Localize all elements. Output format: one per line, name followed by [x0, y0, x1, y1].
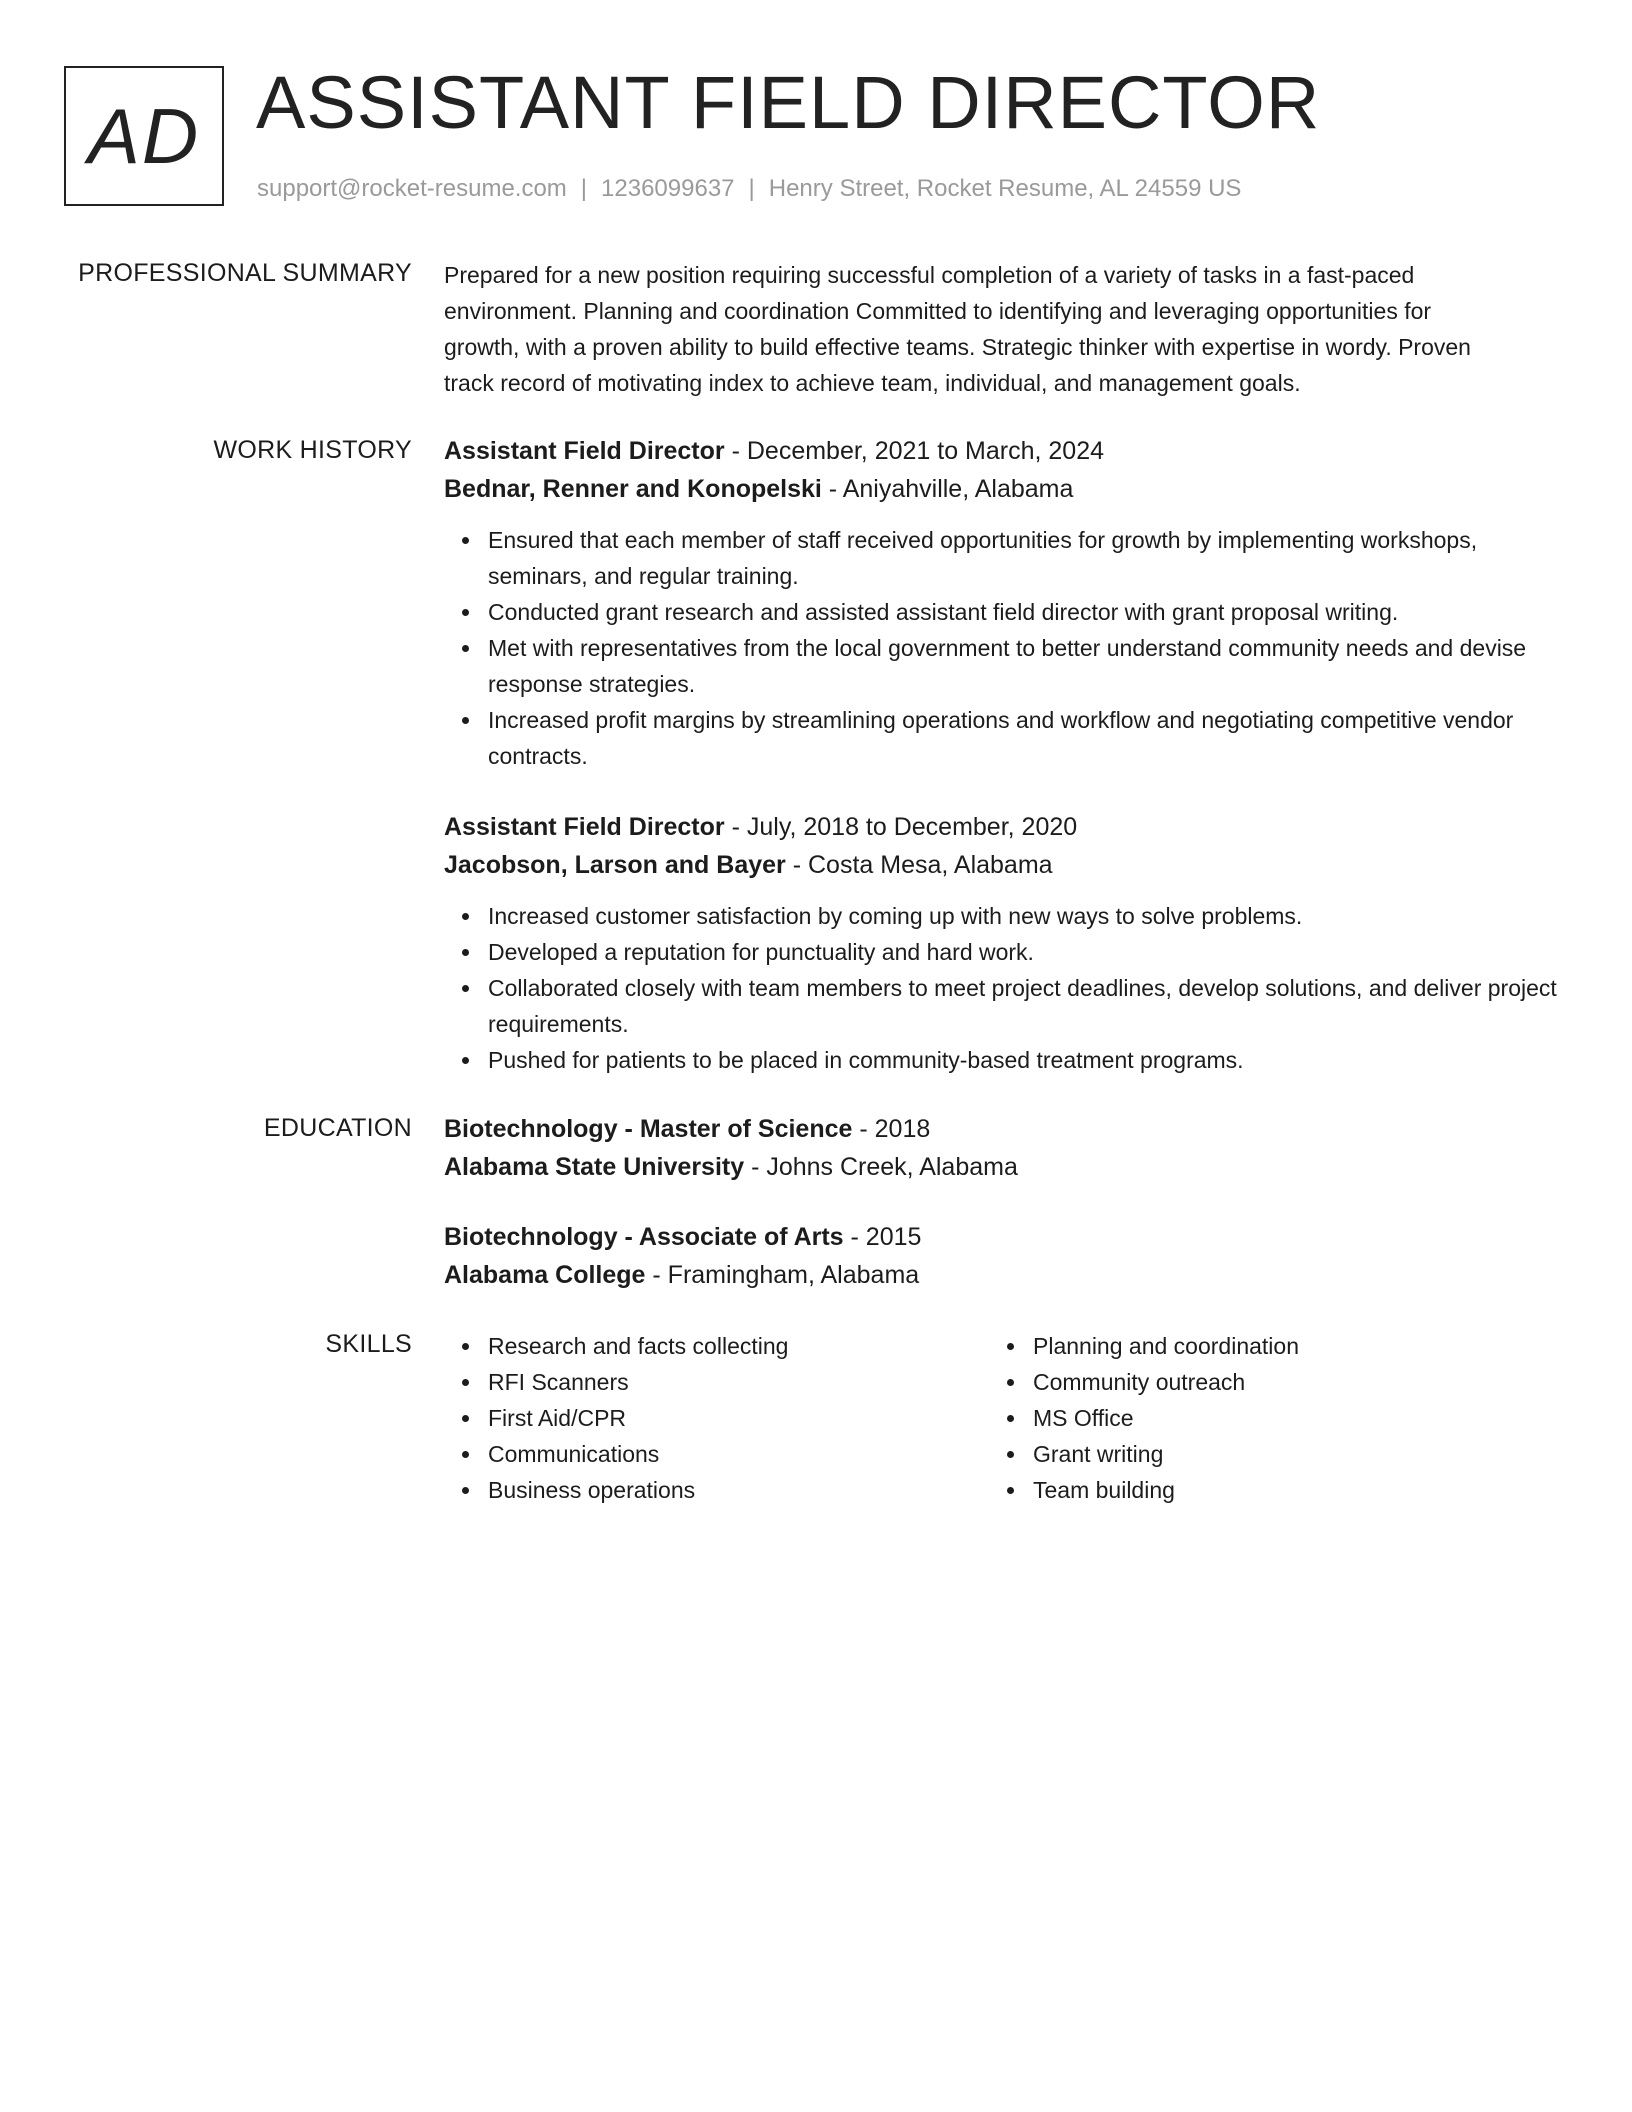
- contact-address: Henry Street, Rocket Resume, AL 24559 US: [768, 175, 1242, 202]
- education-entry: [444, 1218, 1562, 1294]
- degree: Biotechnology - Master of Science: [444, 1115, 853, 1143]
- summary-line: track record of motivating index to achieve team, individual, and management goals.: [444, 370, 1301, 396]
- school: Alabama State University: [444, 1153, 745, 1181]
- job-bullet: Ensured that each member of staff received opportunities for growth by implementing workshops, seminars, and regular training.: [488, 522, 1562, 594]
- work-history-body: [444, 432, 1562, 1078]
- monogram-initials: AD: [87, 91, 201, 180]
- job-dates: - July, 2018 to December, 2020: [724, 813, 1078, 841]
- skill-item: First Aid/CPR: [488, 1400, 989, 1436]
- school-location: - Framingham, Alabama: [645, 1261, 920, 1289]
- school-line: [444, 1148, 1562, 1186]
- degree-line: [444, 1218, 1562, 1256]
- section-heading-work-history: WORK HISTORY: [213, 436, 412, 464]
- skill-item: Communications: [488, 1436, 989, 1472]
- skill-item: Business operations: [488, 1472, 989, 1508]
- skill-item: Research and facts collecting: [488, 1328, 989, 1364]
- job-bullet: Pushed for patients to be placed in community-based treatment programs.: [488, 1042, 1562, 1078]
- summary-line: Prepared for a new position requiring successful completion of a variety of tasks in a fast-paced: [444, 262, 1415, 288]
- job-bullet: Increased customer satisfaction by coming up with new ways to solve problems.: [488, 898, 1562, 934]
- job-company: Bednar, Renner and Konopelski: [444, 475, 822, 503]
- degree-line: [444, 1110, 1562, 1148]
- job-entry: [444, 808, 1562, 1078]
- job-title-line: [444, 808, 1562, 846]
- education-body: [444, 1110, 1562, 1294]
- job-title: Assistant Field Director: [444, 437, 725, 465]
- job-company-line: [444, 470, 1562, 508]
- section-heading-summary: PROFESSIONAL SUMMARY: [78, 259, 412, 287]
- contact-separator: |: [748, 175, 755, 202]
- resume-title: ASSISTANT FIELD DIRECTOR: [256, 61, 1321, 144]
- contact-line: [257, 174, 1241, 204]
- job-entry: [444, 432, 1562, 774]
- skills-list: [444, 1328, 989, 1508]
- school: Alabama College: [444, 1261, 646, 1289]
- section-heading-skills: SKILLS: [325, 1330, 412, 1358]
- job-location: - Costa Mesa, Alabama: [785, 851, 1053, 879]
- degree: Biotechnology - Associate of Arts: [444, 1223, 844, 1251]
- education-entry: [444, 1110, 1562, 1186]
- school-location: - Johns Creek, Alabama: [744, 1153, 1018, 1181]
- contact-email: support@rocket-resume.com: [257, 175, 567, 202]
- skills-list: [989, 1328, 1534, 1508]
- job-bullet: Developed a reputation for punctuality and hard work.: [488, 934, 1562, 970]
- job-location: - Aniyahville, Alabama: [821, 475, 1074, 503]
- skill-item: MS Office: [1033, 1400, 1534, 1436]
- skills-column-left: [444, 1328, 989, 1508]
- skill-item: Planning and coordination: [1033, 1328, 1534, 1364]
- job-company-line: [444, 846, 1562, 884]
- contact-phone: 1236099637: [601, 175, 735, 202]
- skill-item: RFI Scanners: [488, 1364, 989, 1400]
- job-bullet-list: [444, 898, 1562, 1078]
- skills-column-right: [989, 1328, 1534, 1508]
- degree-year: - 2018: [852, 1115, 931, 1143]
- skills-columns: [444, 1328, 1562, 1508]
- summary-line: growth, with a proven ability to build effective teams. Strategic thinker with expertise in wordy. Proven: [444, 334, 1471, 360]
- job-title: Assistant Field Director: [444, 813, 725, 841]
- job-bullet: Conducted grant research and assisted assistant field director with grant proposal writing.: [488, 594, 1562, 630]
- job-bullet: Collaborated closely with team members to meet project deadlines, develop solutions, and deliver project requirements.: [488, 970, 1562, 1042]
- section-heading-education: EDUCATION: [263, 1114, 412, 1142]
- skill-item: Team building: [1033, 1472, 1534, 1508]
- job-bullet: Increased profit margins by streamlining operations and workflow and negotiating competitive vendor contracts.: [488, 702, 1562, 774]
- job-title-line: [444, 432, 1562, 470]
- job-bullet-list: [444, 522, 1562, 774]
- school-line: [444, 1256, 1562, 1294]
- job-bullet: Met with representatives from the local government to better understand community needs and devise response strategies.: [488, 630, 1562, 702]
- skills-body: [444, 1328, 1562, 1508]
- summary-line: environment. Planning and coordination Committed to identifying and leveraging opportunities for: [444, 298, 1432, 324]
- degree-year: - 2015: [843, 1223, 922, 1251]
- contact-separator: |: [580, 175, 588, 202]
- job-company: Jacobson, Larson and Bayer: [444, 851, 786, 879]
- skill-item: Community outreach: [1033, 1364, 1534, 1400]
- skill-item: Grant writing: [1033, 1436, 1534, 1472]
- summary-body: [444, 257, 1562, 401]
- monogram-box: [64, 66, 224, 206]
- job-dates: - December, 2021 to March, 2024: [724, 437, 1105, 465]
